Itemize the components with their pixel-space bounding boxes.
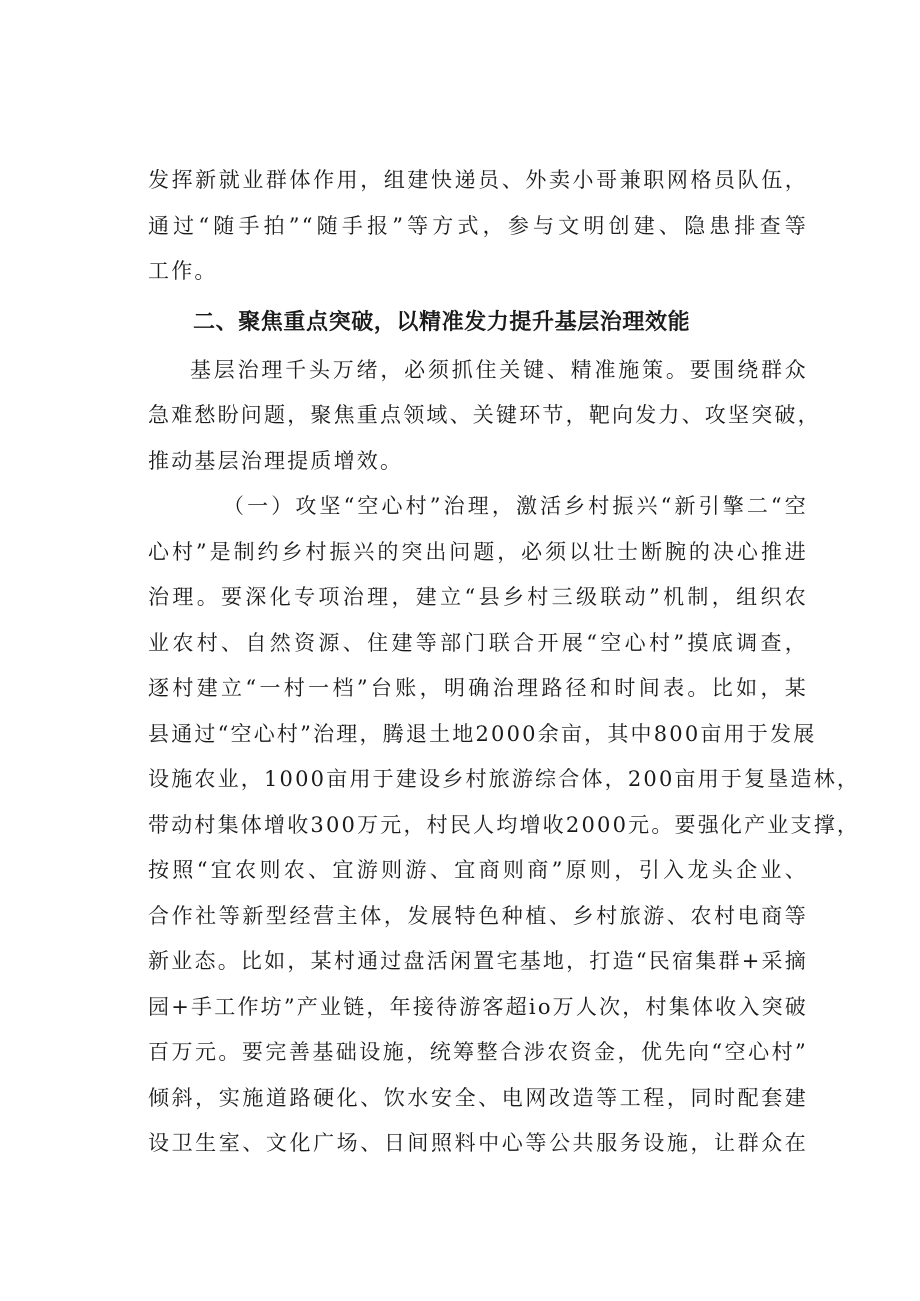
text-line: 业农村、自然资源、住建等部门联合开展“空心村”摸底调查， bbox=[148, 630, 808, 655]
section-heading: 二、聚焦重点突破，以精准发力提升基层治理效能 bbox=[193, 309, 691, 335]
paragraph-governance-intro bbox=[148, 348, 821, 485]
text-line: 倾斜，实施道路硬化、饮水安全、电网改造等工程，同时配套建 bbox=[148, 1085, 808, 1110]
text-line: 心村”是制约乡村振兴的突出问题，必须以壮士断腕的决心推进 bbox=[148, 539, 808, 564]
text-line: 逐村建立“一村一档”台账，明确治理路径和时间表。比如，某 bbox=[148, 676, 808, 700]
text-line: 合作社等新型经营主体，发展特色种植、乡村旅游、农村电商等 bbox=[148, 903, 808, 928]
text-line: 基层治理千头万绪，必须抓住关键、精准施策。要围绕群众 bbox=[190, 357, 808, 382]
text-line: 通过“随手拍”“随手报”等方式，参与文明创建、隐患排查等 bbox=[148, 213, 808, 238]
text-line: 园+手工作坊”产业链，年接待游客超io万人次，村集体收入突破 bbox=[148, 994, 808, 1019]
text-line: 工作。 bbox=[148, 259, 218, 283]
text-line: 发挥新就业群体作用，组建快递员、外卖小哥兼职网格员队伍， bbox=[148, 168, 808, 192]
text-line: 推动基层治理提质增效。 bbox=[148, 448, 404, 473]
paragraph-grid-workers bbox=[148, 158, 808, 295]
text-line: 百万元。要完善基础设施，统筹整合涉农资金，优先向“空心村” bbox=[148, 1040, 808, 1064]
text-line: 按照“宜农则农、宜游则游、宜商则商”原则，引入龙头企业、 bbox=[148, 858, 808, 882]
text-line: 设施农业，1000亩用于建设乡村旅游综合体，200亩用于复垦造林， bbox=[148, 767, 861, 791]
text-line: 急难愁盼问题，聚焦重点领域、关键环节，靶向发力、攻坚突破， bbox=[148, 403, 821, 427]
text-line: 治理。要深化专项治理，建立“县乡村三级联动”机制，组织农 bbox=[148, 585, 808, 609]
text-line: 带动村集体增收300万元，村民人均增收2000元。要强化产业支撑， bbox=[148, 812, 861, 837]
paragraph-hollow-village bbox=[148, 484, 861, 1167]
text-line: （一）攻坚“空心村”治理，激活乡村振兴“新引擎二“空 bbox=[223, 494, 808, 518]
text-line: 新业态。比如，某村通过盘活闲置宅基地，打造“民宿集群+采摘 bbox=[148, 949, 808, 973]
text-line: 县通过“空心村”治理，腾退土地2000余亩，其中800亩用于发展 bbox=[148, 721, 817, 746]
text-line: 设卫生室、文化广场、日间照料中心等公共服务设施，让群众在 bbox=[148, 1131, 808, 1155]
document-body bbox=[148, 158, 861, 1167]
